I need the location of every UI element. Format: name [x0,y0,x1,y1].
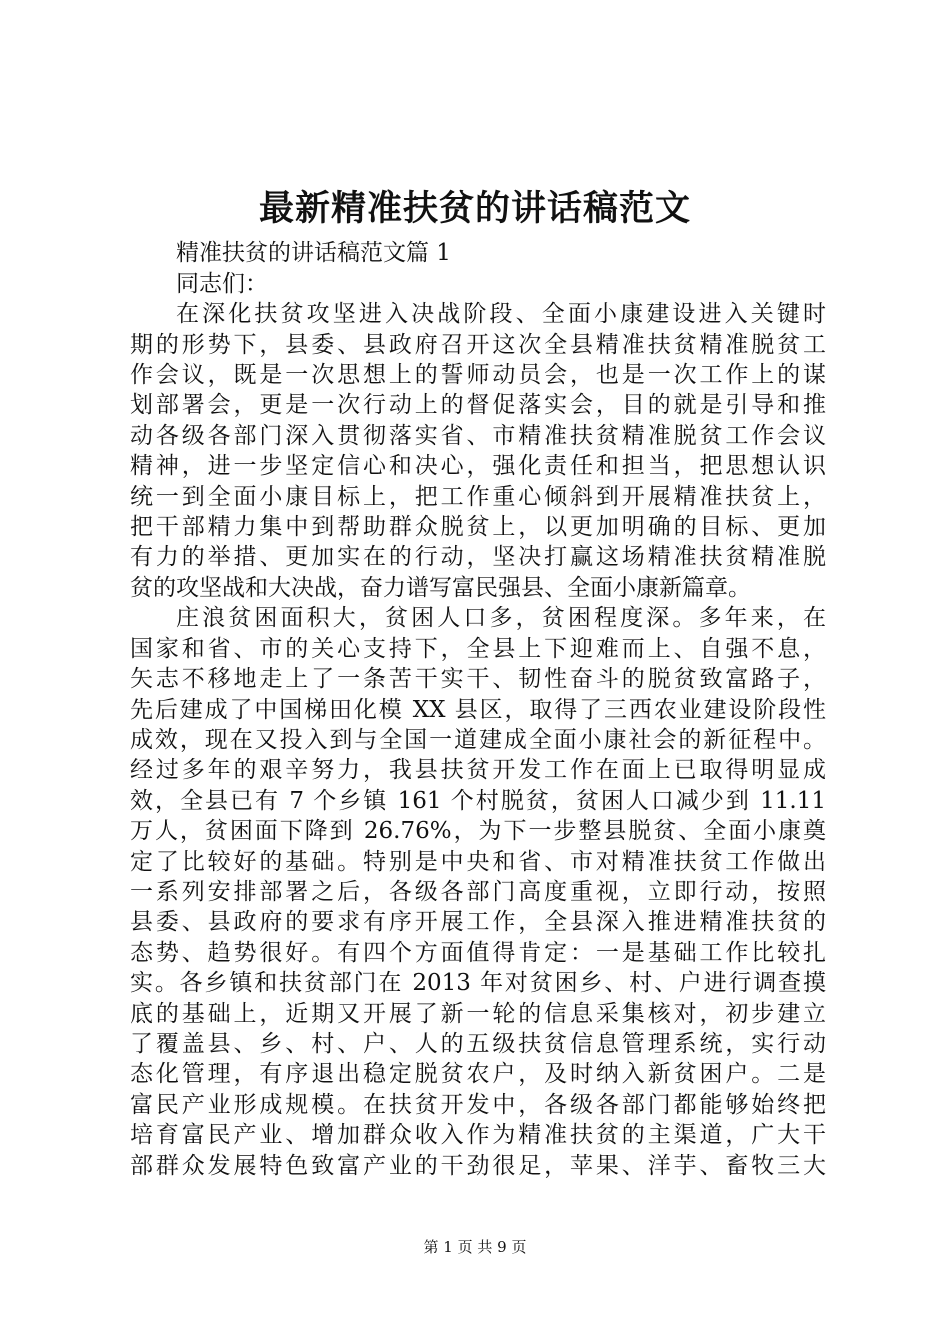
document-body [130,208,826,1181]
text-line: 把干部精力集中到帮助群众脱贫上，以更加明确的目标、更加 [130,514,826,541]
text-line: 划部署会，更是一次行动上的督促落实会，目的就是引导和推 [130,392,826,419]
text-line: 底的基础上，近期又开展了新一轮的信息采集核对，初步建立 [130,1000,826,1027]
text-line: 成效，现在又投入到与全国一道建成全面小康社会的新征程中。 [130,726,826,753]
text-line: 部群众发展特色致富产业的干劲很足，苹果、洋芋、畜牧三大 [130,1152,826,1179]
page-title: 最新精准扶贫的讲话稿范文 [258,188,691,229]
text-line: 国家和省、市的关心支持下，全县上下迎难而上、自强不息， [130,635,826,662]
text-line [130,208,826,238]
text-line: 贫的攻坚战和大决战，奋力谱写富民强县、全面小康新篇章。 [130,574,751,601]
text-line: 一系列安排部署之后，各级各部门高度重视，立即行动，按照 [130,878,826,905]
text-line: 效，全县已有 7 个乡镇 161 个村脱贫，贫困人口减少到 11.11 [130,787,826,814]
text-line: 万人，贫困面下降到 26.76%，为下一步整县脱贫、全面小康奠 [130,818,826,845]
text-line: 同志们： [176,270,268,297]
text-line: 作会议，既是一次思想上的誓师动员会，也是一次工作上的谋 [130,362,826,389]
text-line: 富民产业形成规模。在扶贫开发中，各级各部门都能够始终把 [130,1091,826,1118]
text-line: 精神，进一步坚定信心和决心，强化责任和担当，把思想认识 [130,453,826,480]
text-line: 经过多年的艰辛努力，我县扶贫开发工作在面上已取得明显成 [130,757,826,784]
text-line: 先后建成了中国梯田化模 XX 县区，取得了三西农业建设阶段性 [130,696,826,723]
text-line: 有力的举措、更加实在的行动，坚决打赢这场精准扶贫精准脱 [130,544,826,571]
text-line: 在深化扶贫攻坚进入决战阶段、全面小康建设进入关键时 [176,301,826,328]
text-line: 培育富民产业、增加群众收入作为精准扶贫的主渠道，广大干 [130,1122,826,1149]
text-line: 庄浪贫困面积大，贫困人口多，贫困程度深。多年来，在 [176,605,826,632]
text-line: 期的形势下，县委、县政府召开这次全县精准扶贫精准脱贫工 [130,331,826,358]
text-line: 了覆盖县、乡、村、户、人的五级扶贫信息管理系统，实行动 [130,1030,826,1057]
text-line: 矢志不移地走上了一条苦干实干、韧性奋斗的脱贫致富路子， [130,666,826,693]
text-line: 动各级各部门深入贯彻落实省、市精准扶贫精准脱贫工作会议 [130,422,826,449]
text-line: 实。各乡镇和扶贫部门在 2013 年对贫困乡、村、户进行调查摸 [130,970,826,997]
text-line: 态势、趋势很好。有四个方面值得肯定：一是基础工作比较扎 [130,939,826,966]
text-line: 精准扶贫的讲话稿范文篇 1 [176,240,451,267]
text-line: 态化管理，有序退出稳定脱贫农户，及时纳入新贫困户。二是 [130,1061,826,1088]
page-footer: 第 1 页 共 9 页 [423,1238,527,1256]
text-line: 县委、县政府的要求有序开展工作，全县深入推进精准扶贫的 [130,909,826,936]
text-line: 定了比较好的基础。特别是中央和省、市对精准扶贫工作做出 [130,848,826,875]
text-line: 统一到全面小康目标上，把工作重心倾斜到开展精准扶贫上， [130,483,826,510]
